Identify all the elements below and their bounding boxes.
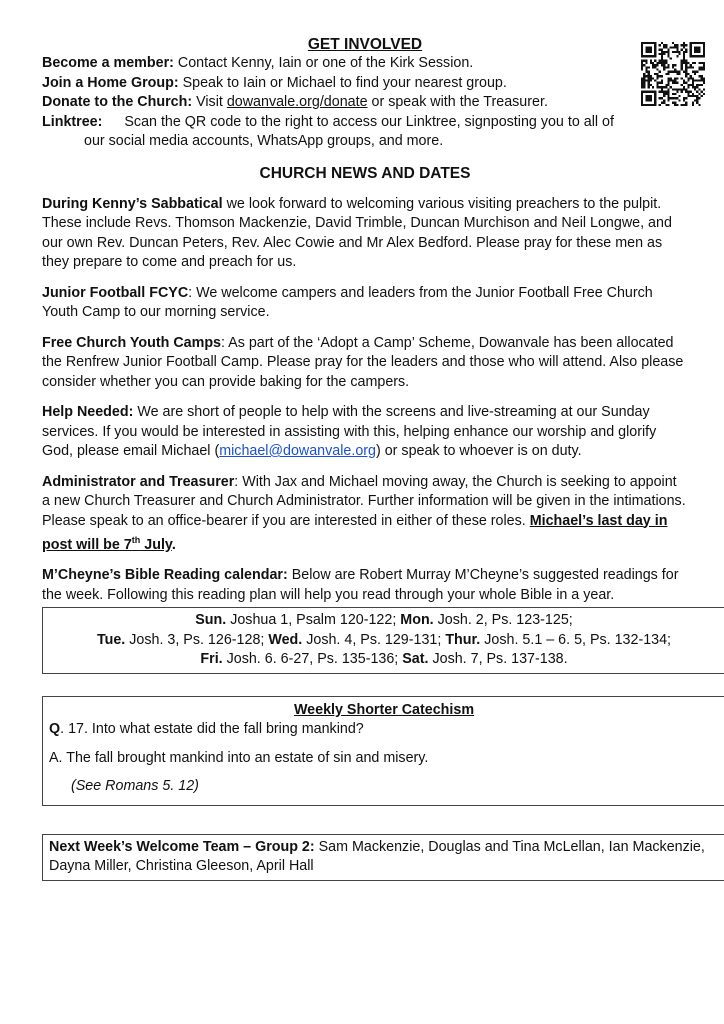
catechism-q-text: . 17. Into what estate did the fall bring mankind? (60, 721, 364, 738)
mon-label: Mon. (400, 612, 434, 629)
sabbatical-text: we look forward to welcoming various visiting preachers to the pulpit. These include Revs. Thomson Mackenzie, David Trimble, Duncan Murchison and Neil Longwe, and our own Rev. Duncan Peters, Rev. Alec Cowie and Mr Alex Bedford. Please pray for these men as they prepare to come and preach for us. (42, 195, 672, 270)
admin-emph: Michael’s last day in post will be 7 (42, 512, 668, 553)
football-paragraph (42, 284, 688, 323)
welcome-text: Sam Mackenzie, Douglas and Tina McLellan, Ian Mackenzie, Dayna Miller, Christina Gleeson, April Hall (49, 838, 705, 875)
donate-post: or speak with the Treasurer. (367, 94, 548, 110)
tue-label: Tue. (96, 631, 126, 648)
donate-line (42, 93, 688, 113)
catechism-heading (49, 701, 719, 721)
sat-text: Josh. 7, Ps. 137-138. (428, 651, 568, 668)
fri-text: Josh. 6. 6-27, Ps. 135-136; (222, 651, 403, 668)
mcheyne-paragraph (42, 566, 688, 605)
admin-sup: th (131, 535, 141, 545)
donate-pre: Visit (192, 94, 227, 110)
sabbatical-label: During Kenny’s Sabbatical (42, 195, 223, 212)
thu-text: Josh. 5.1 – 6. 5, Ps. 132-134; (480, 631, 672, 648)
qr-code-icon[interactable] (641, 42, 705, 106)
readings-line-2 (49, 631, 719, 651)
catechism-reference-text: (See Romans 5. 12) (71, 778, 199, 795)
member-line (42, 54, 688, 74)
admin-emph-end: July (140, 536, 172, 553)
wed-text: Josh. 4, Ps. 129-131; (302, 631, 446, 648)
thu-label: Thur. (445, 631, 481, 648)
catechism-box (42, 696, 724, 806)
catechism-question (49, 720, 719, 740)
mon-text: Josh. 2, Ps. 123-125; (433, 612, 573, 629)
catechism-answer: A. The fall brought mankind into an estate of sin and misery. (49, 749, 429, 766)
homegroup-text: Speak to Iain or Michael to find your nearest group. (178, 74, 507, 91)
sat-label: Sat. (402, 651, 429, 668)
tue-text: Josh. 3, Ps. 126-128; (125, 631, 269, 648)
donate-link[interactable]: dowanvale.org/donate (226, 94, 368, 110)
help-text: We are short of people to help with the screens and live-streaming at our Sunday services. If you would be interested in assisting with this, helping enhance our worship and glorify God, please email Michael ( (42, 404, 657, 459)
wed-label: Wed. (268, 631, 303, 648)
football-label: Junior Football FCYC (42, 284, 189, 301)
mcheyne-label: M’Cheyne’s Bible Reading calendar: (42, 567, 288, 584)
homegroup-label: Join a Home Group: (42, 74, 179, 91)
readings-box (42, 607, 724, 674)
church-news-heading: CHURCH NEWS AND DATES (259, 164, 471, 182)
camps-label: Free Church Youth Camps (42, 334, 222, 351)
camps-text: : As part of the ‘Adopt a Camp’ Scheme, Dowanvale has been allocated the Renfrew Junior Football Camp. Please pray for the leaders and those who will attend. Also please consider whether you can provide baking for the campers. (42, 334, 684, 390)
linktree-line-2: our social media accounts, WhatsApp groups, and more. (84, 133, 444, 149)
mcheyne-text: Below are Robert Murray M’Cheyne’s suggested readings for the week. Following this reading plan will help you read through your whole Bible in a year. (42, 567, 679, 603)
linktree-text-1: Scan the QR code to the right to access our Linktree, signposting you to all of (124, 113, 614, 130)
catechism-reference (49, 777, 719, 797)
catechism-heading-text: Weekly Shorter Catechism (293, 701, 475, 718)
member-text: Contact Kenny, Iain or one of the Kirk Session. (173, 55, 474, 71)
readings-line-3 (49, 650, 719, 670)
help-paragraph (42, 403, 688, 462)
sun-label: Sun. (195, 612, 227, 629)
admin-text: : With Jax and Michael moving away, the Church is seeking to appoint a new Church Treasurer and Church Administrator. Further information will be given in the intimations. Please speak to an office-bearer if you are interested in either of these roles. (42, 473, 686, 529)
help-post: ) or speak to whoever is on duty. (376, 443, 582, 459)
catechism-q-label: Q (49, 721, 61, 738)
help-label: Help Needed: (42, 404, 134, 420)
football-text: : We welcome campers and leaders from the Junior Football Free Church Youth Camp to our morning service. (42, 284, 653, 320)
fri-label: Fri. (200, 651, 223, 668)
help-email-link[interactable]: michael@dowanvale.org (219, 443, 376, 459)
camps-paragraph (42, 334, 688, 393)
welcome-box (42, 834, 724, 881)
linktree-line (42, 113, 688, 133)
get-involved-heading: GET INVOLVED (307, 36, 423, 53)
linktree-label: Linktree: (42, 113, 103, 130)
readings-line-1 (49, 611, 719, 631)
donate-label: Donate to the Church: (42, 94, 193, 110)
member-label: Become a member: (42, 55, 174, 71)
admin-label: Administrator and Treasurer (42, 473, 235, 490)
welcome-label: Next Week’s Welcome Team – Group 2: (49, 838, 315, 855)
homegroup-line (42, 74, 688, 94)
sabbatical-paragraph (42, 195, 688, 273)
page (42, 34, 705, 881)
admin-paragraph (42, 473, 688, 556)
admin-period: . (171, 536, 176, 553)
sun-text: Joshua 1, Psalm 120-122; (226, 612, 401, 629)
